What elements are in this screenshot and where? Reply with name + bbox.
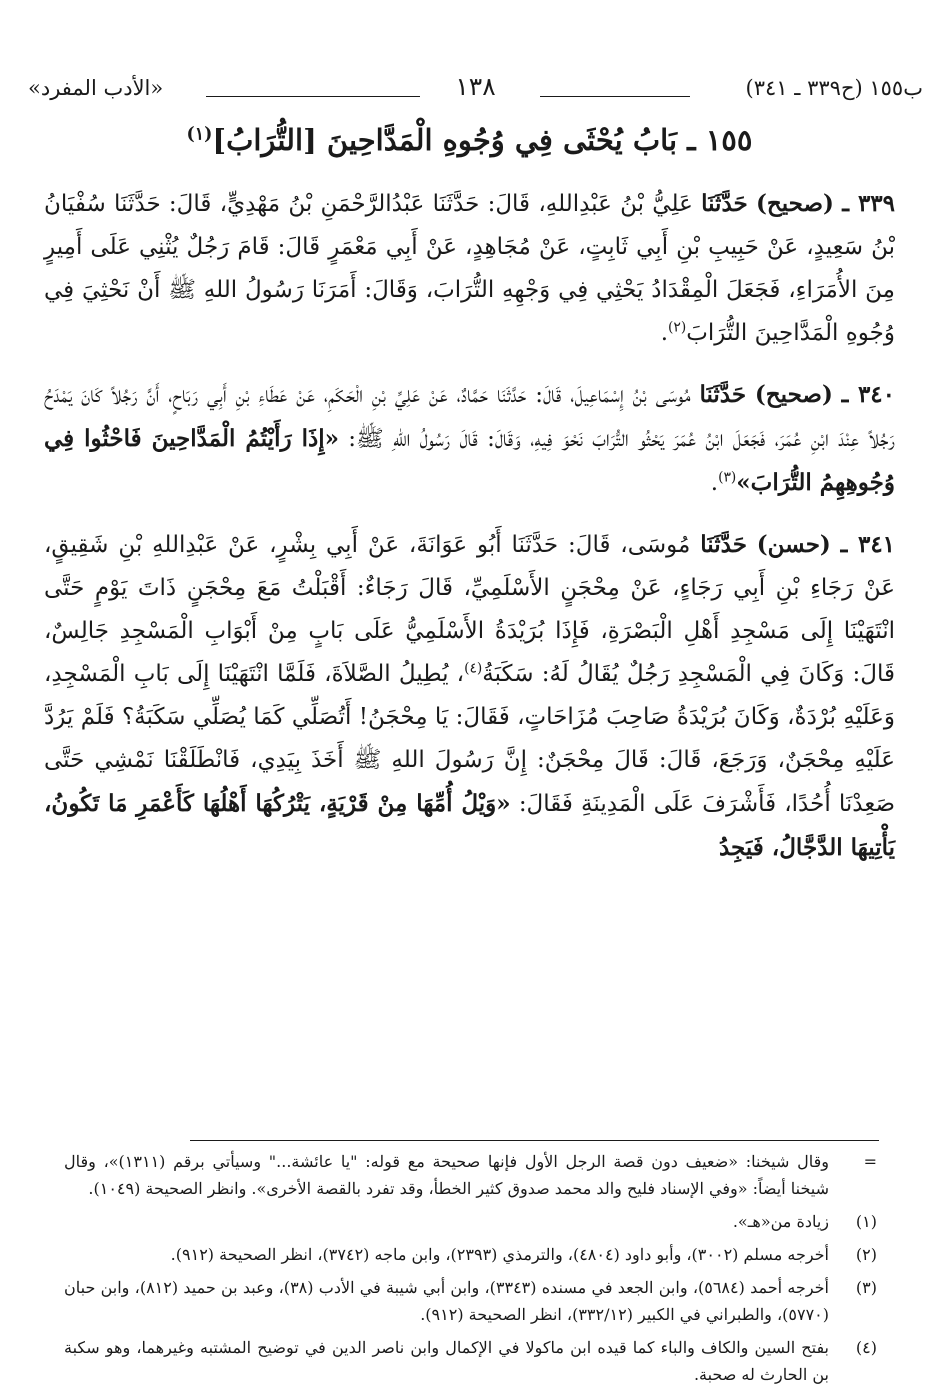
footnote-marker: (٤) — [855, 1338, 877, 1357]
hadith-number: ٣٤٠ ـ — [841, 380, 895, 408]
footnotes — [64, 1148, 877, 1394]
hadith-number: ٣٤١ ـ — [840, 530, 896, 558]
book-title: «الأدب المفرد» — [28, 76, 164, 100]
hadith-text: عَلِيُّ بْنُ عَبْدِاللهِ، قَالَ: حَدَّثَنَا عَبْدُالرَّحْمَنِ بْنُ مَهْدِيٍّ، قَالَ: حَدَّثَنَا سُفْيَانُ بْنُ سَعِيدٍ، عَنْ حَبِيبِ بْنِ أَبِي ثَابِتٍ، عَنْ مُجَاهِدٍ، عَنْ أَبِي مَعْمَرٍ قَالَ: قَامَ رَجُلٌ يُثْنِي عَلَى أَمِيرٍ مِنَ الأُمَرَاءِ، فَجَعَلَ الْمِقْدَادُ يَحْثِي فِي وَجْهِهِ التُّرَابَ، وَقَالَ: أَمَرَنَا رَسُولُ اللهِ ﷺ أَنْ نَحْثِيَ فِي وُجُوهِ الْمَدَّاحِينَ التُّرَابَ — [44, 190, 895, 346]
footnote-text: بفتح السين والكاف والباء كما قيده ابن ماكولا في الإكمال وابن ناصر الدين في توضيح المشتبه وغيرهما، وهو سكبة بن الحارث له صحبة. — [64, 1338, 829, 1384]
hadith-text: ، يُطِيلُ الصَّلاَةَ، فَلَمَّا انْتَهَيْنَا إِلَى بَابِ الْمَسْجِدِ، وَعَلَيْهِ بُرْدَةٌ، وَكَانَ بُرَيْدَةُ صَاحِبَ مُزَاحَاتٍ، فَقَالَ: يَا مِحْجَنُ! أَتُصَلِّي كَمَا يُصَلِّي سَكَبَةُ؟ فَلَمْ يَرُدَّ عَلَيْهِ مِحْجَنٌ، وَرَجَعَ، قَالَ: قَالَ مِحْجَنٌ: إِنَّ رَسُولَ اللهِ ﷺ أَخَذَ بِيَدِي، فَانْطَلَقْنَا نَمْشِي حَتَّى صَعِدْنَا أُحُدًا، فَأَشْرَفَ عَلَى الْمَدِينَةِ فَقَالَ: — [44, 660, 895, 817]
hadith-end: . — [710, 469, 719, 496]
hadith-340 — [44, 373, 895, 505]
footnote-ref: (١) — [186, 124, 213, 145]
footnote-4 — [64, 1334, 877, 1388]
footnote-marker: = — [863, 1152, 877, 1171]
header-rule — [540, 96, 690, 97]
hadith-text: مُوسَى، قَالَ: حَدَّثَنَا أَبُو عَوَانَةَ، عَنْ أَبِي بِشْرٍ، عَنْ عَبْدِاللهِ بْنِ شَقِيقٍ، عَنْ رَجَاءِ بْنِ أَبِي رَجَاءٍ، عَنْ مِحْجَنٍ الأَسْلَمِيِّ، قَالَ رَجَاءٌ: أَقْبَلْتُ مَعَ مِحْجَنٍ ذَاتَ يَوْمٍ حَتَّى انْتَهَيْنَا إِلَى مَسْجِدِ أَهْلِ الْبَصْرَةِ، فَإِذَا بُرَيْدَةُ الأَسْلَمِيُّ عَلَى بَابٍ مِنْ أَبْوَابِ الْمَسْجِدِ جَالِسٌ، قَالَ: وَكَانَ فِي الْمَسْجِدِ رَجُلٌ يُقَالُ لَهُ: سَكَبَةُ — [44, 531, 895, 687]
hadith-text: مُوسَى بْنُ إِسْمَاعِيلَ، قَالَ: حَدَّثَنَا حَمَّادٌ، عَنْ عَلِيِّ بْنِ الْحَكَمِ، عَنْ عَطَاءِ بْنِ أَبِي رَبَاحٍ، أَنَّ رَجُلاً كَانَ يَمْدَحُ رَجُلاً عِنْدَ ابْنِ عُمَرَ، فَجَعَلَ ابْنُ عُمَرَ يَحْثُو التُّرَابَ نَحْوَ فِيهِ، وَقَالَ: قَالَ رَسُولُ اللهِ ﷺ: — [44, 381, 896, 452]
chapter-reference: ب١٥٥ (ح٣٣٩ ـ ٣٤١) — [745, 76, 923, 100]
footnote-marker: (٢) — [855, 1245, 877, 1264]
footnote-separator — [190, 1140, 879, 1141]
page-number: ١٣٨ — [455, 72, 496, 101]
hadith-number: ٣٣٩ ـ — [842, 189, 896, 217]
footnote-ref: (٣) — [718, 469, 737, 486]
hadith-end: . — [660, 319, 669, 346]
hadith-grade: (صحيح) — [754, 380, 833, 408]
chain-word: حَدَّثَنَا — [699, 380, 747, 408]
prophetic-quote: «إِذَا رَأَيْتُمُ الْمَدَّاحِينَ فَاحْثُوا فِي وُجُوهِهِمُ التُّرَابَ» — [44, 424, 895, 496]
footnote-3 — [64, 1274, 877, 1328]
footnote-text: زيادة من«هـ». — [732, 1212, 829, 1231]
footnote-ref: (٤) — [464, 660, 483, 677]
chapter-title-text: ١٥٥ ـ بَابُ يُحْثَى فِي وُجُوهِ الْمَدَّاحِينَ [التُّرَابُ] — [212, 123, 753, 157]
hadith-341 — [44, 523, 895, 870]
footnote-1 — [64, 1208, 877, 1235]
prophetic-quote: «وَيْلُ أُمِّهَا مِنْ قَرْيَةٍ، يَتْرُكُهَا أَهْلُهَا كَأَعْمَرِ مَا تَكُونُ، يَأْتِيهَا الدَّجَّالُ، فَيَجِدُ — [44, 789, 895, 861]
chapter-title — [44, 122, 895, 160]
footnote-continued — [64, 1148, 877, 1202]
hadith-grade: (صحيح) — [756, 189, 834, 217]
hadith-grade: (حسن) — [756, 530, 831, 558]
chain-word: حَدَّثَنَا — [701, 189, 748, 217]
main-text — [44, 122, 895, 888]
running-head — [28, 70, 923, 110]
footnote-text: أخرجه مسلم (٣٠٠٢)، وأبو داود (٤٨٠٤)، والترمذي (٢٣٩٣)، وابن ماجه (٣٧٤٢)، انظر الصحيحة (٩١٢). — [170, 1245, 829, 1264]
footnote-marker: (١) — [855, 1212, 877, 1231]
footnote-marker: (٣) — [855, 1278, 877, 1297]
header-rule — [206, 96, 420, 97]
chain-word: حَدَّثَنَا — [700, 530, 747, 558]
footnote-2 — [64, 1241, 877, 1268]
hadith-339 — [44, 182, 895, 355]
footnote-ref: (٢) — [668, 319, 687, 336]
footnote-text: وقال شيخنا: «ضعيف دون قصة الرجل الأول فإنها صحيحة مع قوله: "يا عائشة..." وسيأتي برقم (١٣١١)»، وقال شيخنا أيضاً: «وفي الإسناد فليح والد محمد صدوق كثير الخطأ، وقد تفرد بالقصة الأخرى». وانظر الصحيحة (١٠٤٩). — [64, 1152, 830, 1198]
footnote-text: أخرجه أحمد (٥٦٨٤)، وابن الجعد في مسنده (٣٣٤٣)، وابن أبي شيبة في الأدب (٣٨)، وعبد بن حميد (٨١٢)، وابن حبان (٥٧٧٠)، والطبراني في الكبير (٣٣٢/١٢)، انظر الصحيحة (٩١٢). — [64, 1278, 829, 1324]
